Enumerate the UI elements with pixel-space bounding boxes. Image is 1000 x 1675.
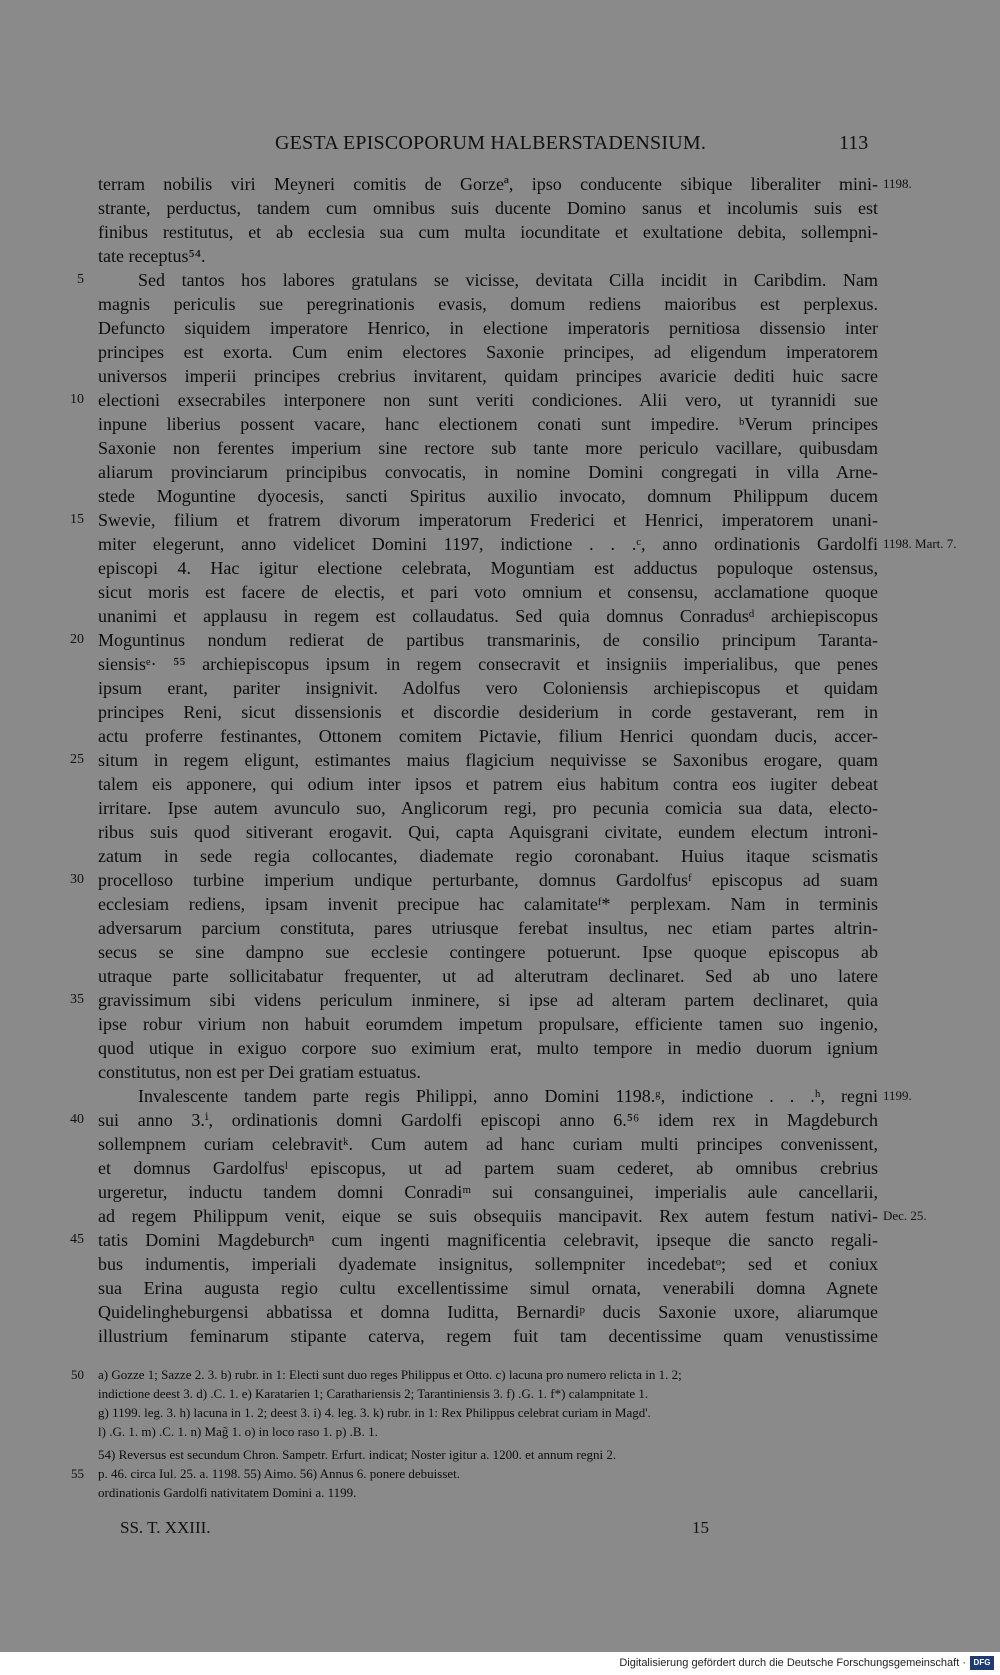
footnote-text: l) .G. 1. m) .C. 1. n) Mag̃ 1. o) in loco raso 1. p) .B. 1.: [98, 1424, 378, 1439]
text-line: [98, 484, 878, 508]
line-number: 15: [70, 512, 84, 527]
line-text: gravissimum sibi videns periculum inminere, si ipse ad alteram partem declinaret, quia: [98, 990, 878, 1010]
line-text: tate receptus⁵⁴.: [98, 246, 206, 266]
line-text: episcopi 4. Hac igitur electione celebrata, Moguntiam est adductus populoque ostensus,: [98, 558, 878, 578]
page-number: 113: [839, 132, 869, 154]
line-text: bus indumentis, imperiali dyademate insignitus, sollempniter incedebatᵒ; sed et coniux: [98, 1254, 878, 1274]
text-line: [98, 244, 878, 268]
line-text: ribus suis quod sitiverant erogavit. Qui, capta Aquisgrani civitate, eundem electum introni-: [98, 822, 878, 842]
line-text: Saxonie non ferentes imperium sine rectore sub tante more periculo vacillare, quibusdam: [98, 438, 878, 458]
text-line: [98, 532, 957, 556]
text-line: [98, 1132, 878, 1156]
text-line: [98, 796, 878, 820]
line-text: zatum in sede regia collocantes, diademate regio coronabant. Huius itaque scismatis: [98, 846, 878, 866]
footnote-line: [98, 1384, 878, 1403]
line-text: miter elegerunt, anno videlicet Domini 1197, indictione . . .ᶜ, anno ordinationis Gardolfi: [98, 534, 878, 554]
line-text: electioni exsecrabiles interponere non sunt veriti condiciones. Alii vero, ut tyrannidi sue: [98, 390, 878, 410]
line-text: et domnus Gardolfusˡ episcopus, ut ad partem suam cederet, ab omnibus crebrius: [98, 1158, 878, 1178]
line-text: ipsum erant, pariter insignivit. Adolfus vero Coloniensis archiepiscopus et quidam: [98, 678, 878, 698]
text-line: [98, 892, 878, 916]
footnote-line: [71, 1464, 878, 1483]
line-text: sollempnem curiam celebravitᵏ. Cum autem ad hanc curiam multi principes convenissent,: [98, 1134, 878, 1154]
text-line: [98, 1324, 878, 1348]
text-line: [98, 820, 878, 844]
text-line: [98, 1300, 878, 1324]
explanatory-notes: [71, 1445, 878, 1502]
text-line: [98, 1036, 878, 1060]
line-text: Moguntinus nondum redierat de partibus transmarinis, de consilio principum Taranta-: [98, 630, 878, 650]
text-line: [98, 340, 878, 364]
footnote-line: [98, 1445, 878, 1464]
line-text: talem eis apponere, qui odium inter ipsos et patrem eius habitum contra eos iugiter debeat: [98, 774, 878, 794]
dfg-logo-icon: DFG: [970, 1656, 994, 1670]
line-text: Sed tantos hos labores gratulans se vicisse, devitata Cilla incidit in Caribdim. Nam: [138, 270, 878, 290]
footnote-line: [71, 1365, 878, 1384]
text-line: [98, 580, 878, 604]
footnote-line: [98, 1483, 878, 1502]
line-text: principes Reni, sicut dissensionis et discordie desiderium in corde gestaverant, rem in: [98, 702, 878, 722]
line-text: urgeretur, inductu tandem domni Conradiᵐ sui consanguinei, imperialis aule cancellarii,: [98, 1182, 878, 1202]
digitization-footer: [0, 1652, 1000, 1675]
critical-apparatus: [71, 1365, 878, 1441]
line-number: 40: [70, 1112, 84, 1127]
line-number: 30: [70, 872, 84, 887]
line-number: 35: [70, 992, 84, 1007]
text-line: [70, 388, 878, 412]
footnote-text: p. 46. circa Iul. 25. a. 1198. 55) Aimo. 56) Annus 6. ponere debuisset.: [98, 1466, 461, 1481]
line-text: adversarum parcium constituta, pares utriusque ferebat insultus, nec etiam partes altrin-: [98, 918, 878, 938]
text-line: [77, 268, 878, 292]
text-line: [70, 988, 878, 1012]
line-text: ecclesiam rediens, ipsam invenit precipue hac calamitateᶠ* perplexam. Nam in terminis: [98, 894, 878, 914]
line-text: constitutus, non est per Dei gratiam estuatus.: [98, 1062, 421, 1082]
text-line: [98, 172, 912, 196]
line-text: strante, perductus, tandem cum omnibus suis ducente Domino sanus et incolumis suis est: [98, 198, 878, 218]
line-text: Invalescente tandem parte regis Philippi, anno Domini 1198.ᵍ, indictione . . .ʰ, regni: [138, 1086, 878, 1106]
footnote-line: [98, 1403, 878, 1422]
text-line: [98, 364, 878, 388]
text-line: [70, 1228, 878, 1252]
line-text: quod utique in exiguo corpore suo eximium erat, multo tempore in medio duorum ignium: [98, 1038, 878, 1058]
line-text: procelloso turbine imperium undique perturbante, domnus Gardolfusᶠ episcopus ad suam: [98, 870, 878, 890]
text-line: [98, 940, 878, 964]
sheet-number: 15: [692, 1518, 709, 1537]
line-text: unanimi et applausu in regem est collaudatus. Sed quia domnus Conradusᵈ archiepiscopus: [98, 606, 878, 626]
line-text: aliarum provinciarum principibus convocatis, in nomine Domini congregati in villa Arne-: [98, 462, 878, 482]
text-line: [98, 700, 878, 724]
footnote-text: g) 1199. leg. 3. h) lacuna in 1. 2; deest 3. i) 4. leg. 3. k) rubr. in 1: Rex Philippus celebrat curiam in Magd'.: [98, 1405, 651, 1420]
text-line: [98, 412, 878, 436]
line-number: 25: [70, 752, 84, 767]
text-line: [98, 652, 878, 676]
line-number: 10: [70, 392, 84, 407]
line-text: Quidelingheburgensi abbatissa et domna Iuditta, Bernardiᵖ ducis Saxonie uxore, aliarumque: [98, 1302, 878, 1322]
text-line: [70, 748, 878, 772]
line-text: principes est exorta. Cum enim electores Saxonie principes, ad eligendum imperatorem: [98, 342, 878, 362]
margin-date: 1198. Mart. 7.: [883, 536, 957, 551]
line-number: 45: [70, 1232, 84, 1247]
text-line: [98, 1204, 927, 1228]
main-text: [70, 172, 957, 1348]
footnote-line: [98, 1422, 878, 1441]
sheet-signature: SS. T. XXIII.: [120, 1518, 211, 1537]
footnote-text: ordinationis Gardolfi nativitatem Domini a. 1199.: [98, 1485, 357, 1500]
line-number: 20: [70, 632, 84, 647]
line-text: inpune liberius possent vacare, hanc electionem conati sunt impedire. ᵇVerum principes: [98, 414, 878, 434]
text-line: [98, 844, 878, 868]
line-text: tatis Domini Magdeburchⁿ cum ingenti magnificentia celebravit, ipseque die sancto regali-: [98, 1230, 878, 1250]
text-line: [98, 1060, 878, 1084]
line-text: siensisᵉ· ⁵⁵ archiepiscopus ipsum in regem consecravit et insigniis imperialibus, que penes: [98, 654, 878, 674]
line-text: utraque parte sollicitabatur frequenter, ut ad alterutram declinaret. Sed ab uno latere: [98, 966, 878, 986]
line-number: 5: [77, 272, 84, 287]
text-line: [98, 1276, 878, 1300]
line-text: situm in regem eligunt, estimantes maius flagicium nequivisse se Saxonibus erogare, quam: [98, 750, 878, 770]
line-number: 55: [71, 1466, 84, 1481]
text-line: [70, 1108, 878, 1132]
text-line: [98, 220, 878, 244]
text-line: [98, 772, 878, 796]
text-line: [98, 316, 878, 340]
line-text: universos imperii principes crebrius invitarent, quidam principes avaricie dediti huic sacre: [98, 366, 878, 386]
text-line: [98, 604, 878, 628]
text-line: [98, 292, 878, 316]
text-line: [98, 724, 878, 748]
line-text: ad regem Philippum venit, eique se suis obsequiis mancipavit. Rex autem festum nativi-: [98, 1206, 878, 1226]
line-text: magnis periculis sue peregrinationis evasis, domum rediens maioribus est perplexus.: [98, 294, 878, 314]
line-text: actu proferre festinantes, Ottonem comitem Pictavie, filium Henrici quondam ducis, accer-: [98, 726, 878, 746]
line-text: terram nobilis viri Meyneri comitis de Gorzeª, ipso conducente sibique liberaliter mini-: [98, 174, 878, 194]
text-line: [70, 868, 878, 892]
line-text: irritare. Ipse autem avunculo suo, Anglicorum regi, pro pecunia comicia sua data, electo-: [98, 798, 878, 818]
text-line: [98, 460, 878, 484]
text-line: [70, 508, 878, 532]
margin-date: 1198.: [883, 176, 912, 191]
text-line: [98, 1156, 878, 1180]
text-line: [98, 196, 878, 220]
line-text: sui anno 3.ⁱ, ordinationis domni Gardolfi episcopi anno 6.⁵⁶ idem rex in Magdeburch: [98, 1110, 878, 1130]
footnote-text: indictione deest 3. d) .C. 1. e) Karatarien 1; Carathariensis 2; Tarantiniensis 3. f) .G. 1. f*) calampnitate 1.: [98, 1386, 649, 1401]
line-text: illustrium feminarum stipante caterva, regem fuit tam decentissime quam venustissime: [98, 1326, 878, 1346]
text-line: [98, 1180, 878, 1204]
text-line: [70, 628, 878, 652]
text-line: [98, 676, 878, 700]
footnote-text: a) Gozze 1; Sazze 2. 3. b) rubr. in 1: Electi sunt duo reges Philippus et Otto. c) lacuna pro numero relicta in 1. 2;: [98, 1367, 682, 1382]
line-text: ipse robur virium non habuit eorumdem impetum propulsare, efficiente tamen suo ingenio,: [98, 1014, 878, 1034]
text-line: [98, 916, 878, 940]
line-text: secus se sine dampno sue ecclesie contingere potuerunt. Ipse quoque episcopus ab: [98, 942, 878, 962]
line-text: Defuncto siquidem imperatore Henrico, in electione imperatoris pernitiosa dissensio inter: [98, 318, 878, 338]
line-text: sicut moris est facere de electis, et pari voto omnium et consensu, acclamatione quoque: [98, 582, 878, 602]
line-text: stede Moguntine dyocesis, sancti Spiritus auxilio invocato, domnum Philippum ducem: [98, 486, 878, 506]
running-title: GESTA EPISCOPORUM HALBERSTADENSIUM.: [275, 132, 707, 154]
line-text: Swevie, filium et fratrem divorum imperatorum Frederici et Henrici, imperatorem unani-: [98, 510, 878, 530]
text-line: [98, 1252, 878, 1276]
text-line: [98, 556, 878, 580]
dfg-credit: Digitalisierung gefördert durch die Deutsche Forschungsgemeinschaft ·: [619, 1657, 966, 1669]
text-line: [98, 964, 878, 988]
running-header: [275, 132, 1000, 158]
margin-date: 1199.: [883, 1088, 912, 1103]
text-line: [98, 1012, 878, 1036]
line-number: 50: [71, 1367, 84, 1382]
line-text: sua Erina augusta regio cultu excellentissime simul ornata, venerabili domna Agnete: [98, 1278, 878, 1298]
margin-date: Dec. 25.: [883, 1208, 927, 1223]
text-line: [98, 436, 878, 460]
text-line: [98, 1084, 912, 1108]
footnote-text: 54) Reversus est secundum Chron. Sampetr. Erfurt. indicat; Noster igitur a. 1200. et annum regni 2.: [98, 1447, 617, 1462]
line-text: finibus restitutus, et ab ecclesia sua cum multa iocunditate et exultatione debita, sollempni-: [98, 222, 878, 242]
